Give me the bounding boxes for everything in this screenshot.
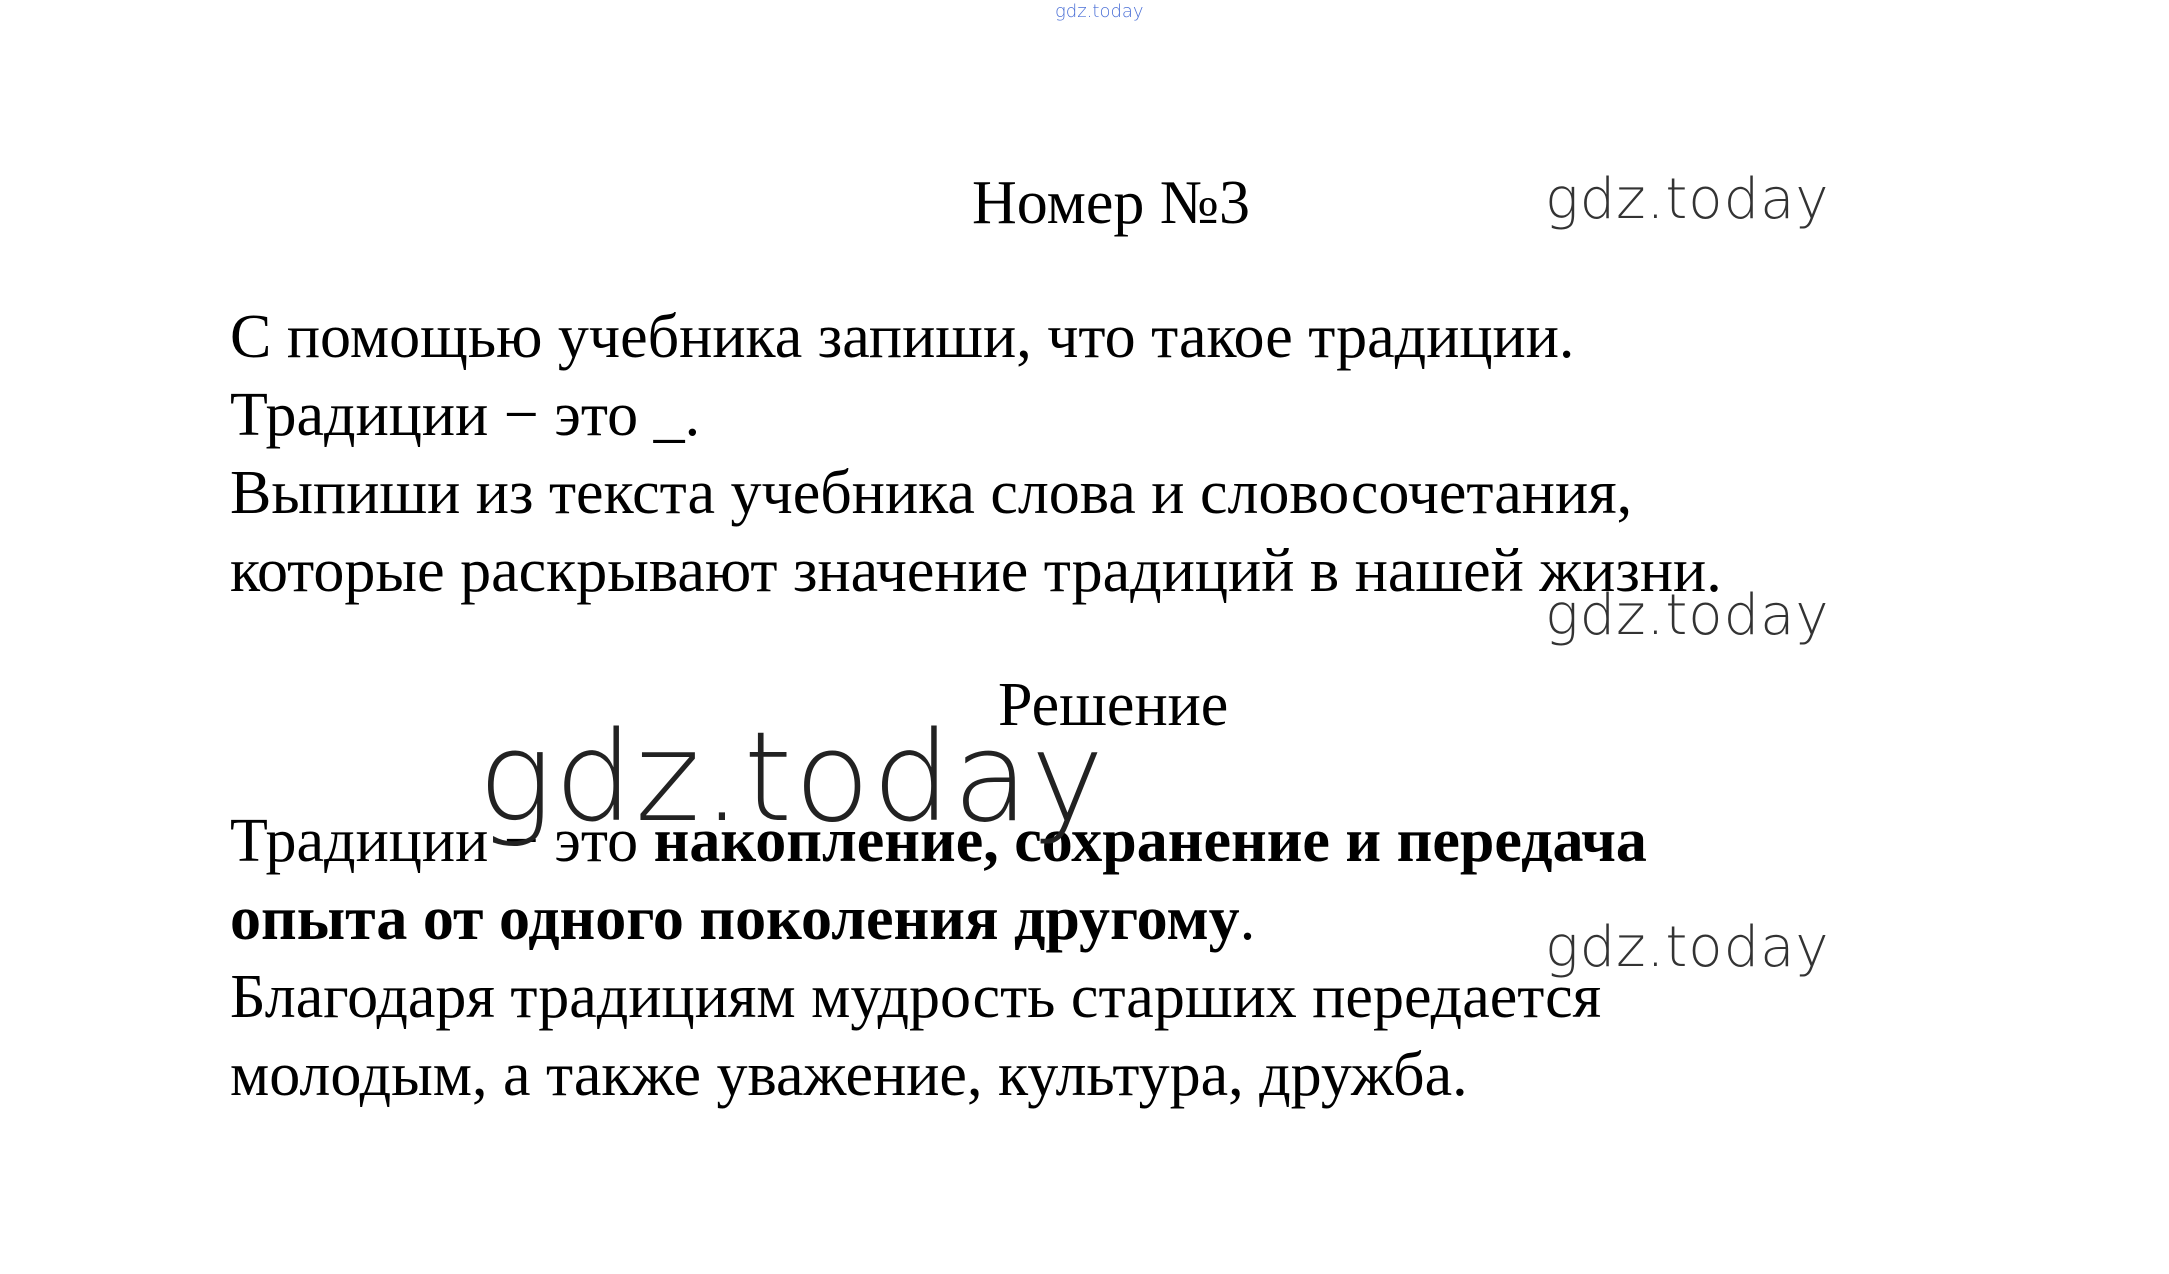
watermark-right-3: gdz.today xyxy=(1545,915,1830,980)
answer-definition-bold-2: опыта от одного поколения другому xyxy=(230,885,1240,953)
watermark-right-1: gdz.today xyxy=(1545,167,1830,232)
answer-definition-bold-1: накопление, сохранение и передача xyxy=(653,807,1647,875)
watermark-top: gdz.today xyxy=(1055,1,1144,22)
watermark-large: gdz.today xyxy=(478,706,1107,850)
answer-definition-intro: Традиции − это xyxy=(230,807,654,875)
watermark-right-2: gdz.today xyxy=(1545,583,1830,648)
task-line-1: С помощью учебника запиши, что такое традиции. xyxy=(230,303,1575,371)
task-line-3: Выпиши из текста учебника слова и словосочетания, xyxy=(230,459,1633,527)
answer-period: . xyxy=(1239,885,1256,953)
task-text xyxy=(230,298,1930,610)
task-line-2: Традиции − это _. xyxy=(230,381,701,449)
exercise-title: Номер №3 xyxy=(972,169,1251,237)
solution-heading: Решение xyxy=(998,671,1229,739)
answer-line-3: Благодаря традициям мудрость старших передается xyxy=(230,963,1602,1031)
answer-line-4: молодым, а также уважение, культура, дружба. xyxy=(230,1041,1468,1109)
task-line-4: которые раскрывают значение традиций в нашей жизни. xyxy=(230,537,1722,605)
